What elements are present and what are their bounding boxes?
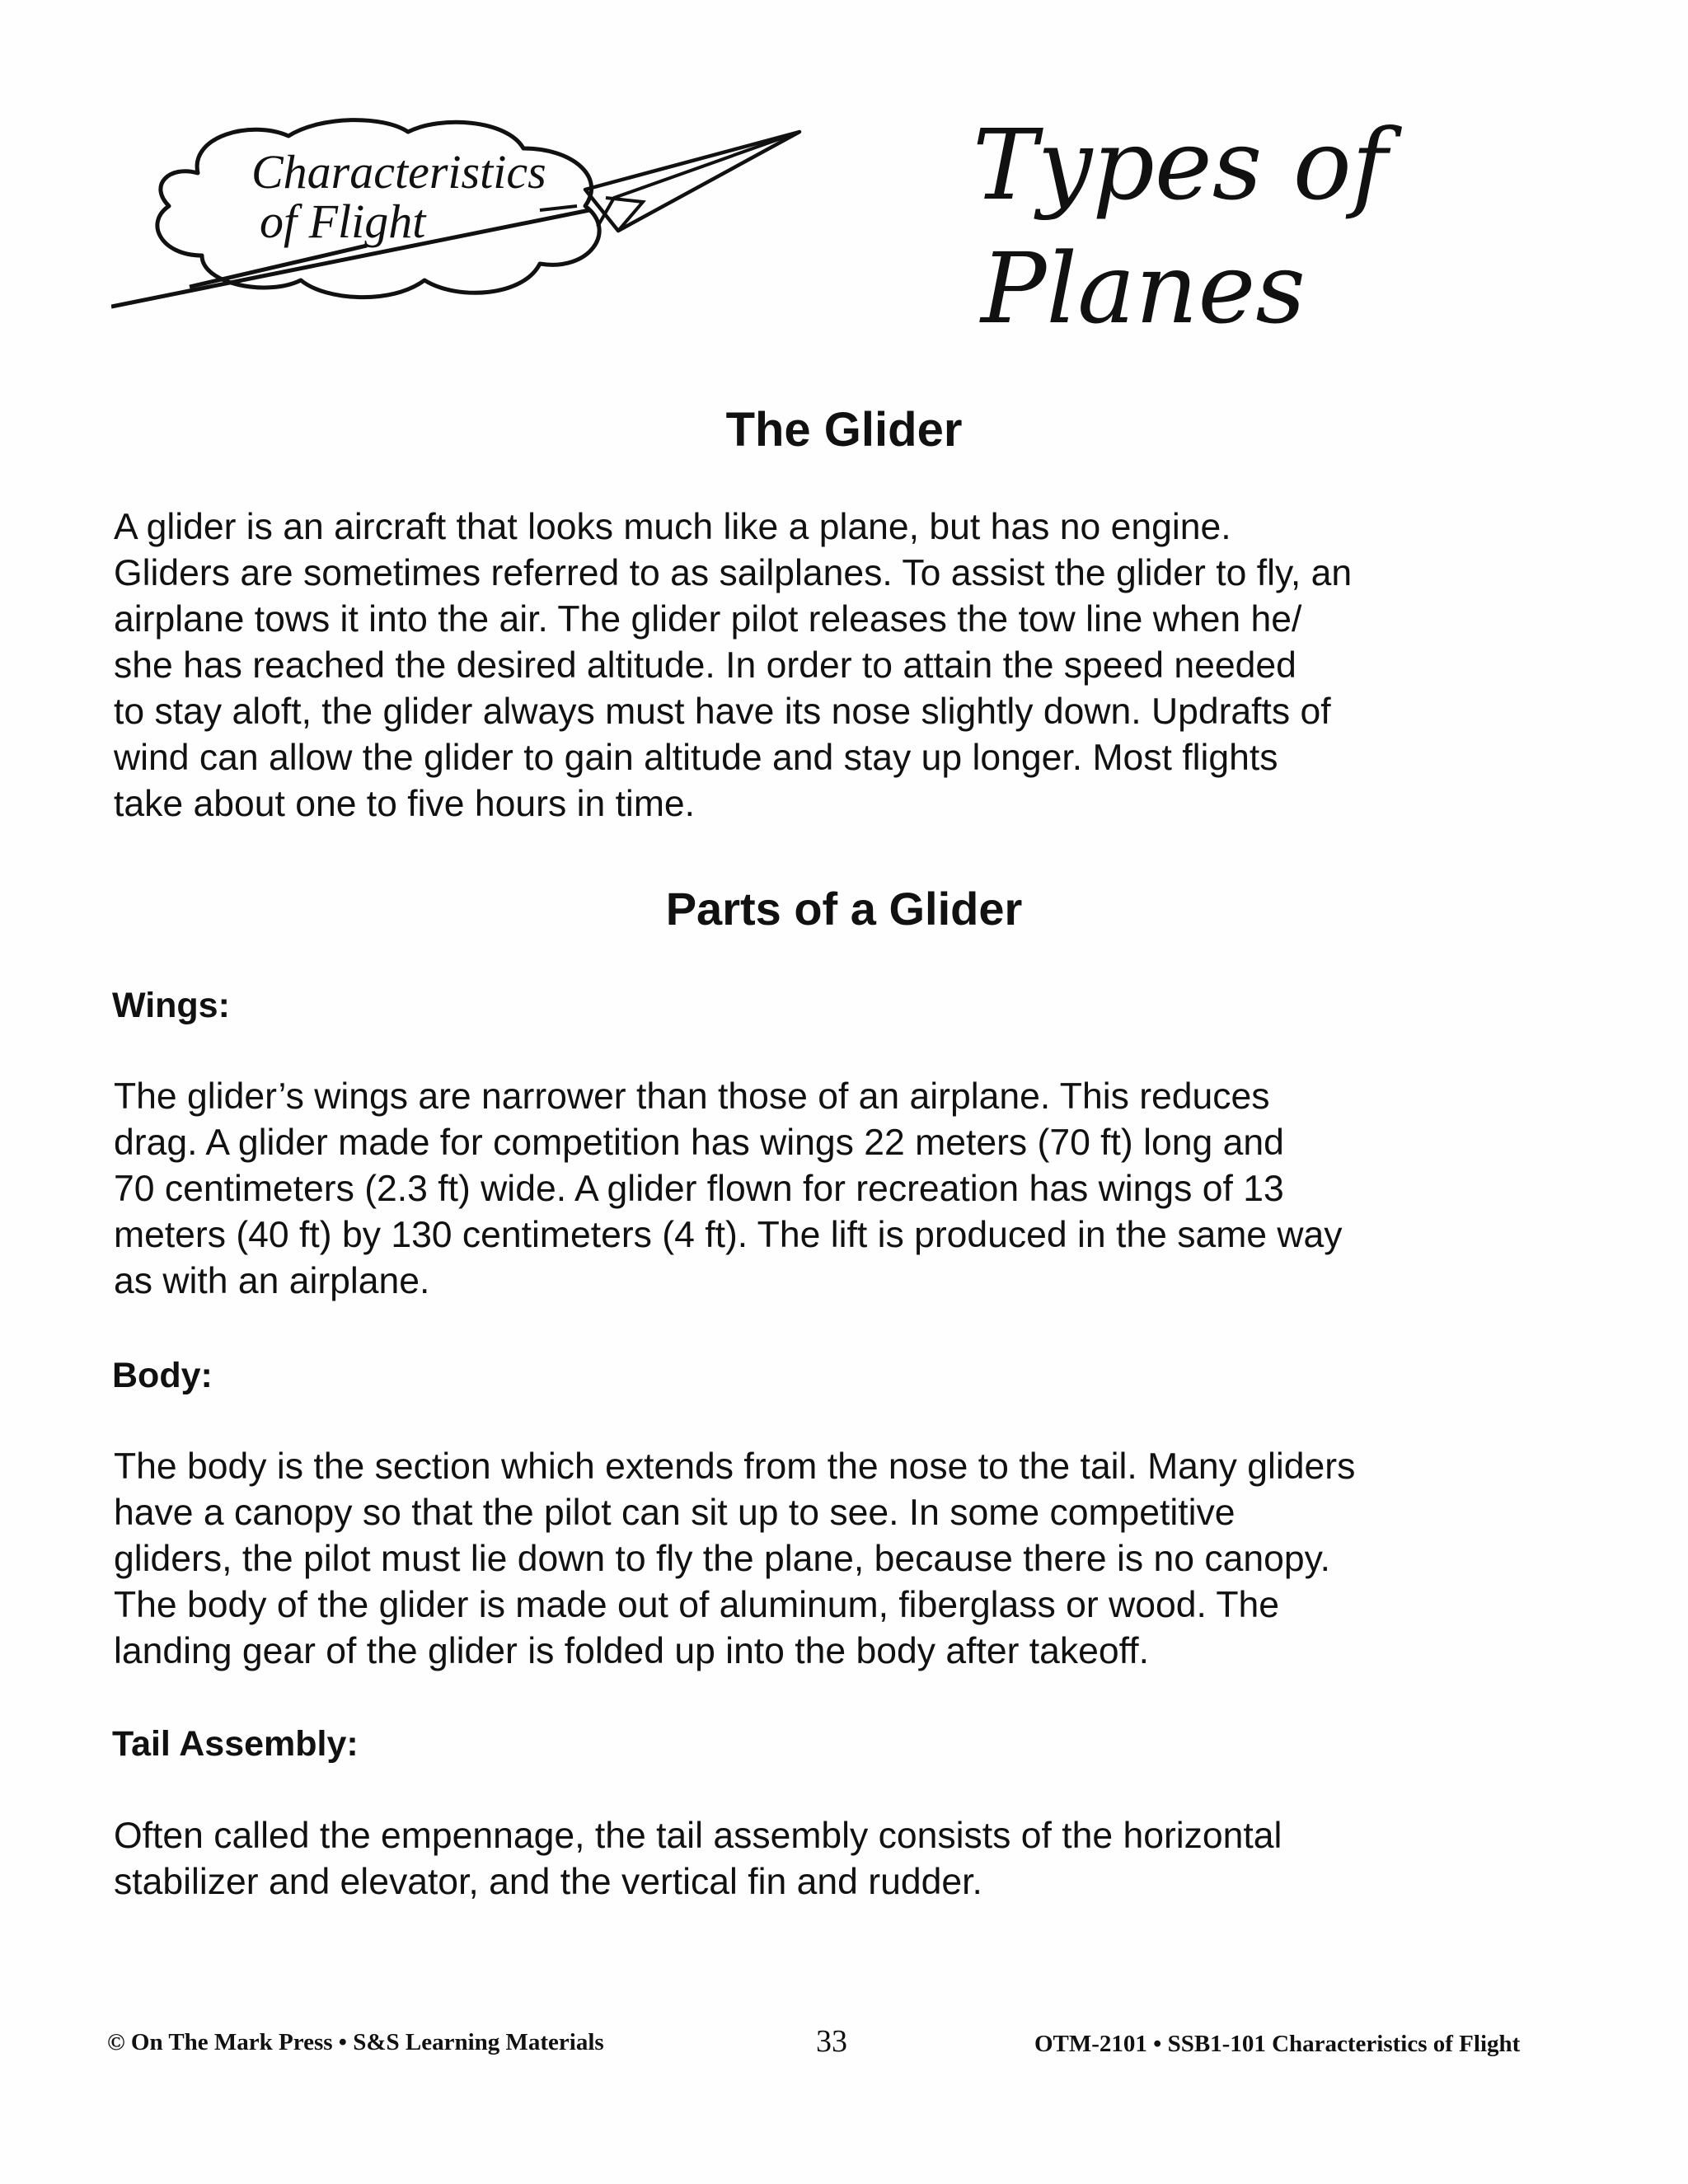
page-title-line2: Planes [981, 232, 1306, 345]
footer-publisher: © On The Mark Press • S&S Learning Materials [107, 2029, 604, 2055]
tail-line: Often called the empennage, the tail assembly consists of the horizontal [114, 1816, 1282, 1856]
intro-line: Gliders are sometimes referred to as sailplanes. To assist the glider to fly, an [114, 553, 1353, 593]
characteristics-of-flight-logo [111, 115, 804, 321]
wings-line: drag. A glider made for competition has wings 22 meters (70 ft) long and [114, 1122, 1284, 1163]
body-line: gliders, the pilot must lie down to fly the plane, because there is no canopy. [114, 1539, 1330, 1579]
intro-line: airplane tows it into the air. The glider pilot releases the tow line when he/ [114, 599, 1302, 640]
wings-line: The glider’s wings are narrower than those of an airplane. This reduces [114, 1076, 1270, 1117]
logo-line2: of Flight [260, 194, 426, 248]
body-line: The body of the glider is made out of aluminum, fiberglass or wood. The [114, 1585, 1280, 1625]
page-number: 33 [816, 2024, 847, 2059]
intro-line: she has reached the desired altitude. In order to attain the speed needed [114, 645, 1296, 686]
intro-line: A glider is an aircraft that looks much like a plane, but has no engine. [114, 507, 1231, 547]
body-line: landing gear of the glider is folded up into the body after takeoff. [114, 1631, 1149, 1671]
tail-assembly-heading: Tail Assembly: [112, 1724, 359, 1764]
wings-paragraph [114, 1074, 1548, 1305]
paper-airplane-icon [111, 115, 804, 321]
body-line: The body is the section which extends from the nose to the tail. Many gliders [114, 1446, 1356, 1487]
glider-heading: The Glider [725, 403, 963, 457]
tail-assembly-paragraph [114, 1813, 1548, 1905]
parts-heading: Parts of a Glider [665, 883, 1023, 935]
logo-line1: Characteristics [251, 145, 546, 199]
footer-product-code: OTM-2101 • SSB1-101 Characteristics of Flight [1034, 2031, 1521, 2057]
wings-line: as with an airplane. [114, 1261, 430, 1301]
wings-heading: Wings: [112, 986, 230, 1025]
intro-paragraph [114, 504, 1548, 827]
body-paragraph [114, 1444, 1548, 1675]
intro-line: wind can allow the glider to gain altitude and stay up longer. Most flights [114, 738, 1278, 778]
page-title-line1: Types of [973, 108, 1388, 222]
intro-line: to stay aloft, the glider always must have its nose slightly down. Updrafts of [114, 691, 1331, 732]
page-title [973, 103, 1467, 350]
body-heading: Body: [112, 1356, 213, 1395]
intro-line: take about one to five hours in time. [114, 784, 696, 824]
tail-line: stabilizer and elevator, and the vertical fin and rudder. [114, 1862, 982, 1902]
wings-line: meters (40 ft) by 130 centimeters (4 ft). The lift is produced in the same way [114, 1215, 1343, 1255]
wings-line: 70 centimeters (2.3 ft) wide. A glider flown for recreation has wings of 13 [114, 1169, 1284, 1209]
body-line: have a canopy so that the pilot can sit up to see. In some competitive [114, 1493, 1236, 1533]
